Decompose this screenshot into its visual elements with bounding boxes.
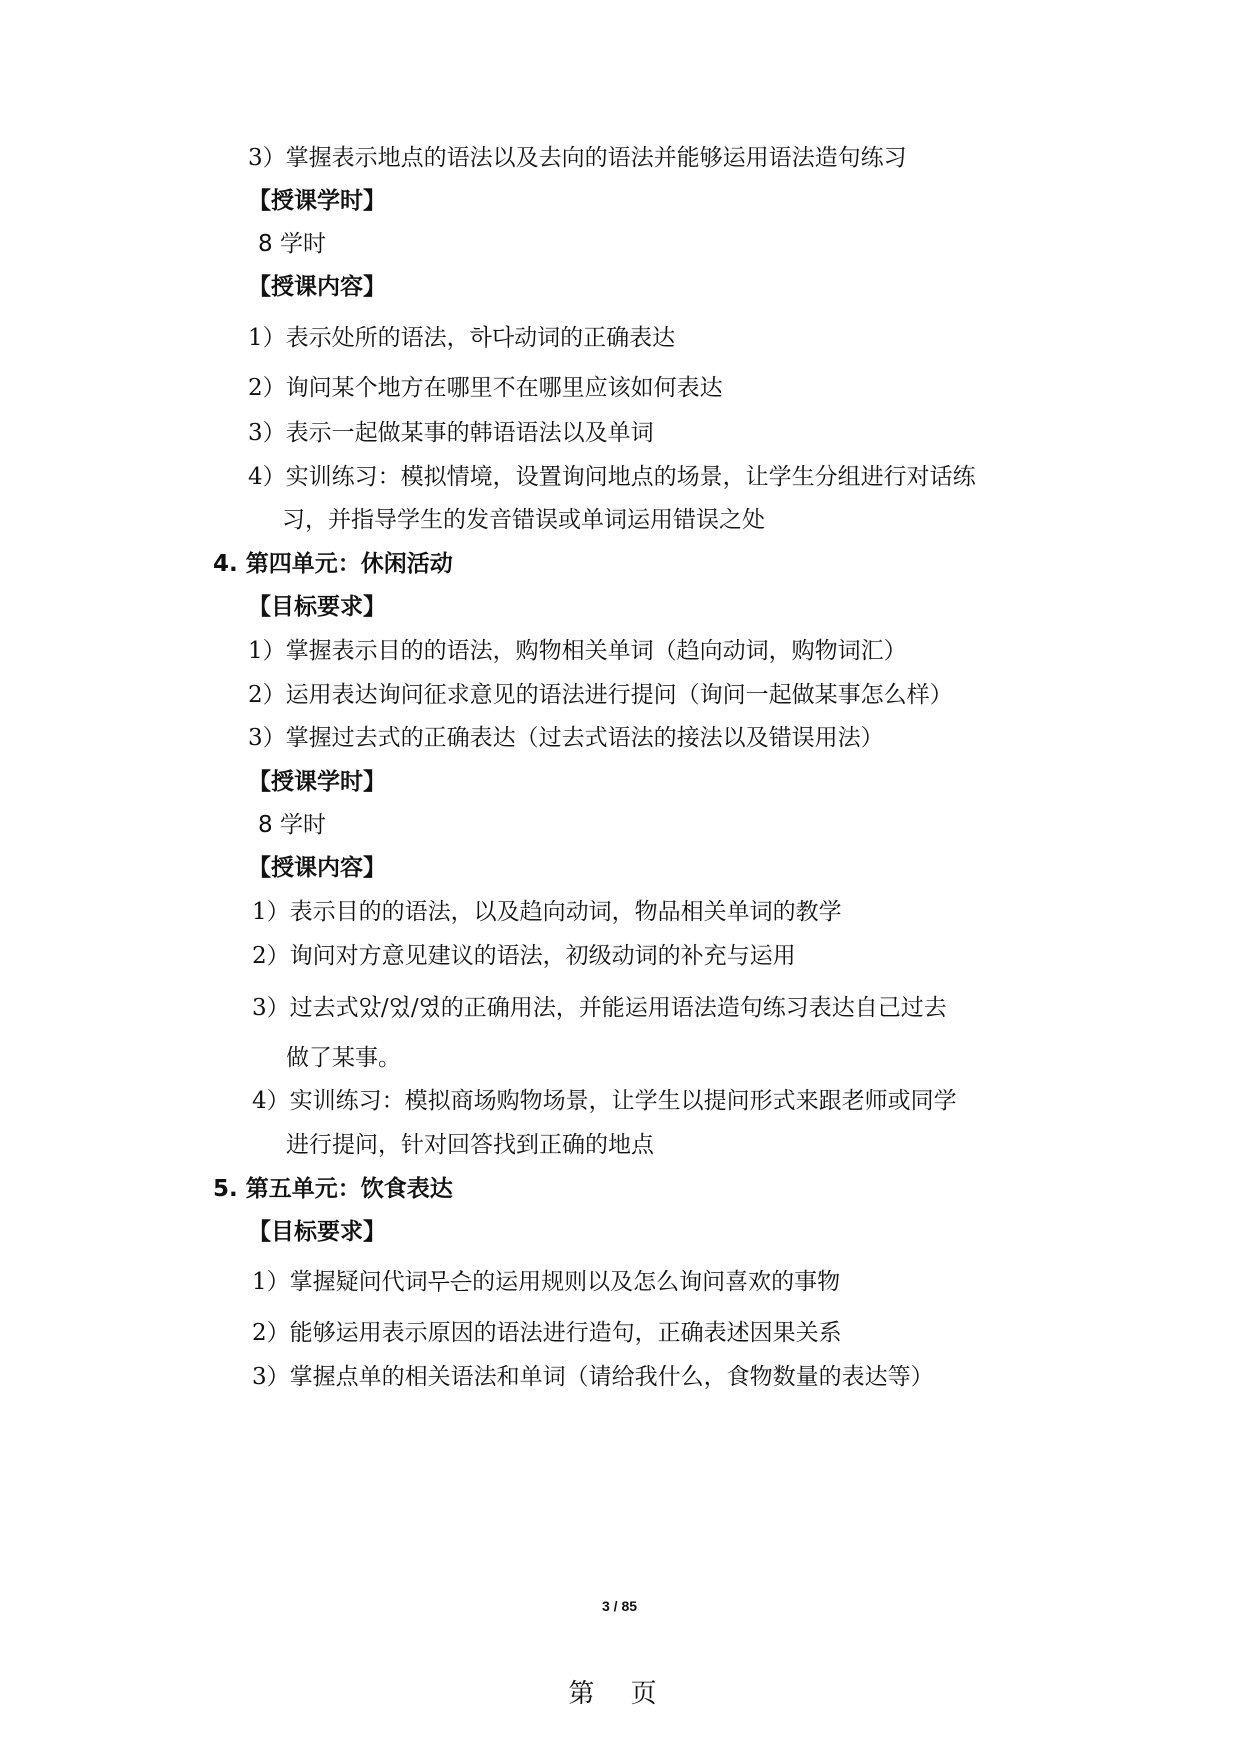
content-item-4-cont: 习，并指导学生的发音错误或单词运用错误之处 [282, 507, 765, 533]
unit-heading-4: 4. 第四单元：休闲活动 [213, 551, 453, 577]
content-item-4: 4）实训练习：模拟情境，设置询问地点的场景，让学生分组进行对话练 [248, 464, 976, 490]
content-item-4-cont: 进行提问，针对回答找到正确的地点 [286, 1132, 654, 1158]
content-item-1: 1）表示处所的语法，하다动词的正确表达 [248, 325, 676, 351]
section-heading-hours: 【授课学时】 [248, 769, 386, 795]
section-heading-content: 【授课内容】 [248, 855, 386, 881]
section-heading-goals: 【目标要求】 [248, 1219, 386, 1245]
content-item-3: 3）表示一起做某事的韩语语法以及单词 [248, 420, 654, 446]
goal-item-3: 3）掌握过去式的正确表达（过去式语法的接法以及错误用法） [248, 725, 884, 751]
goal-item-1: 1）掌握疑问代词무슨的运用规则以及怎么询问喜欢的事物 [252, 1269, 841, 1295]
content-item-2: 2）询问某个地方在哪里不在哪里应该如何表达 [248, 375, 723, 401]
hours-value: 8 学时 [258, 231, 326, 257]
unit-heading-5: 5. 第五单元：饮食表达 [213, 1176, 453, 1202]
content-item-1: 1）表示目的的语法，以及趋向动词，物品相关单词的教学 [252, 899, 842, 925]
goal-item-2: 2）能够运用表示原因的语法进行造句，正确表述因果关系 [252, 1320, 842, 1346]
section-heading-goals: 【目标要求】 [248, 594, 386, 620]
content-item-2: 2）询问对方意见建议的语法，初级动词的补充与运用 [252, 943, 796, 969]
goal-item-3: 3）掌握表示地点的语法以及去向的语法并能够运用语法造句练习 [248, 145, 907, 171]
hours-value: 8 学时 [258, 812, 326, 838]
page-label: 第 页 [568, 1679, 671, 1709]
goal-item-3: 3）掌握点单的相关语法和单词（请给我什么，食物数量的表达等） [252, 1364, 934, 1390]
content-item-3: 3）过去式았/었/였的正确用法，并能运用语法造句练习表达自己过去 [252, 995, 947, 1021]
section-heading-content: 【授课内容】 [248, 274, 386, 300]
content-item-4: 4）实训练习：模拟商场购物场景，让学生以提问形式来跟老师或同学 [252, 1088, 957, 1114]
goal-item-1: 1）掌握表示目的的语法，购物相关单词（趋向动词，购物词汇） [248, 638, 907, 664]
goal-item-2: 2）运用表达询问征求意见的语法进行提问（询问一起做某事怎么样） [248, 682, 953, 708]
page-number: 3 / 85 [601, 1598, 638, 1614]
section-heading-hours: 【授课学时】 [248, 188, 386, 214]
content-item-3-cont: 做了某事。 [286, 1045, 401, 1071]
